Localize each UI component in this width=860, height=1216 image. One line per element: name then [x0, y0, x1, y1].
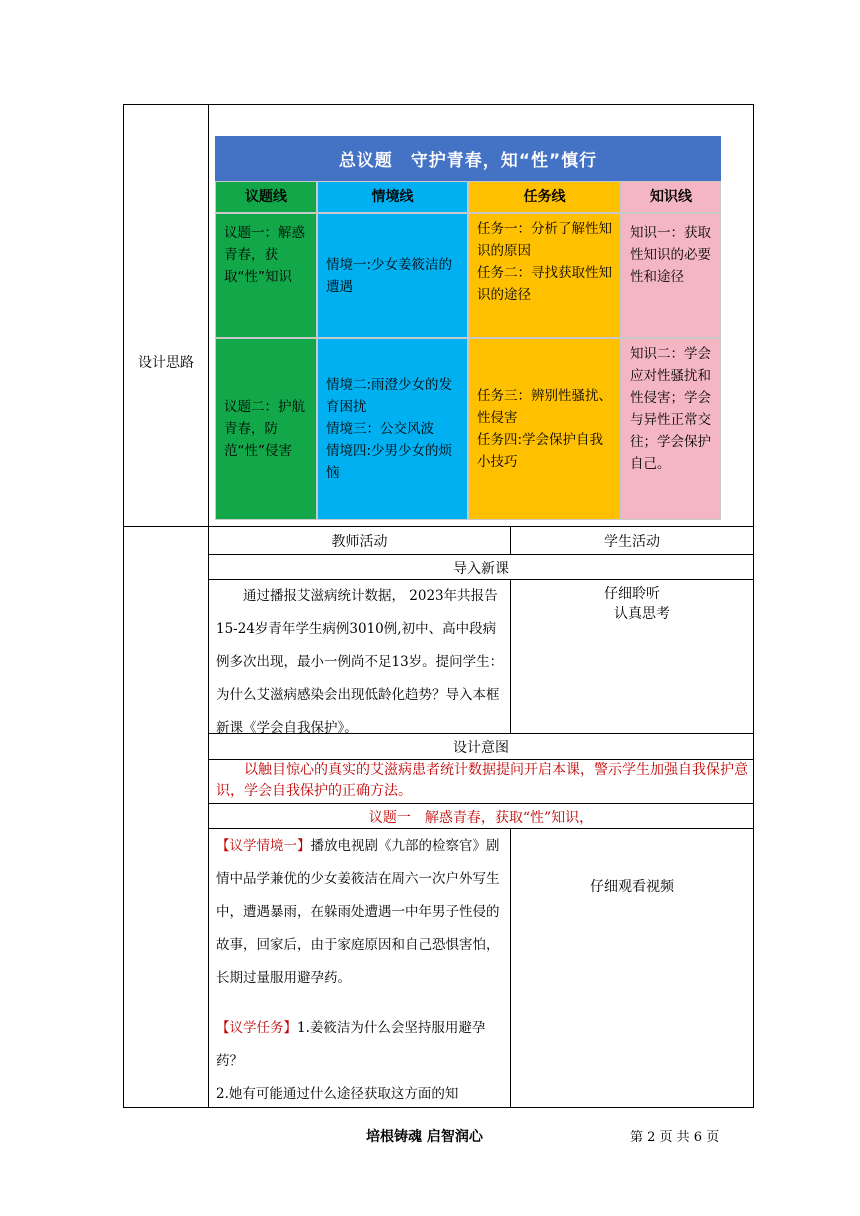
row1-topic: 议题一：解惑青春，获取“性”知识 [215, 213, 317, 338]
student-think: 认真思考 [614, 606, 670, 622]
task-4: 任务四:学会保护自我小技巧 [477, 432, 604, 470]
row1-knowledge: 知识一：获取性知识的必要性和途径 [621, 213, 721, 338]
row2-topic-text: 议题二：护航青春，防范“性”侵害 [224, 399, 305, 459]
row1-scene [317, 213, 468, 338]
intro-student [511, 584, 753, 624]
task-block [216, 1012, 506, 1111]
scene-3: 情境三：公交风波 [326, 421, 434, 437]
scene1-block [216, 830, 506, 995]
row1-tasks [468, 213, 621, 338]
task-tag: 【议学任务】 [216, 1020, 297, 1036]
task-2: 任务二：寻找获取性知识的途径 [477, 265, 612, 303]
footer-motto: 培根铸魂 启智润心 [366, 1129, 483, 1145]
header-knowledge-line: 知识线 [621, 181, 721, 213]
task-text-1: 1.姜筱洁为什么会坚持服用避孕药？ [216, 1020, 486, 1069]
scene-tag: 【议学情境一】 [216, 838, 311, 854]
teacher-activity-header: 教师活动 [331, 534, 388, 550]
intent-title: 设计意图 [453, 740, 509, 756]
intro-title: 导入新课 [453, 561, 509, 577]
topic1-title: 议题一 解惑青春，获取“性”知识， [368, 810, 594, 826]
student-activity-header: 学生活动 [604, 534, 660, 550]
task-3: 任务三：辨别性骚扰、性侵害 [477, 388, 612, 426]
scene-student: 仔细观看视频 [590, 879, 674, 895]
row1-scene-text: 情境一:少女姜筱洁的遭遇 [326, 256, 453, 295]
header-scene-line: 情境线 [317, 181, 468, 213]
row2-scenes [317, 338, 468, 520]
footer-page-info: 第 2 页 共 6 页 [630, 1130, 720, 1145]
student-listen: 仔细聆听 [604, 586, 660, 602]
scene-2: 情境二:雨澄少女的发育困扰 [326, 377, 453, 415]
row2-topic [215, 338, 317, 520]
overview-banner: 总议题 守护青春，知“性”慎行 [215, 136, 721, 181]
task-1: 任务一：分析了解性知识的原因 [477, 221, 612, 259]
header-topic-line: 议题线 [215, 181, 317, 213]
task-text-2: 2.她有可能通过什么途径获取这方面的知 [216, 1086, 459, 1102]
intent-text: 以触目惊心的真实的艾滋病患者统计数据提问开启本课，警示学生加强自我保护意识，学会自我保护的正确方法。 [216, 762, 748, 799]
scene-4: 情境四:少男少女的烦恼 [326, 443, 453, 481]
row2-tasks [468, 338, 621, 520]
scene-text: 播放电视剧《九部的检察官》剧情中品学兼优的少女姜筱洁在周六一次户外写生中，遭遇暴雨，在躲雨处遭遇一中年男子性侵的故事，回家后，由于家庭原因和自己恐惧害怕，长期过量服用避孕药。 [216, 838, 500, 986]
header-task-line: 任务线 [468, 181, 621, 213]
row2-knowledge: 知识二：学会应对性骚扰和性侵害；学会与异性正常交往；学会保护自己。 [621, 338, 721, 520]
design-label: 设计思路 [138, 355, 194, 371]
intro-text: 通过播报艾滋病统计数据， 2023年共报告15-24岁青年学生病例3010例,初中、高中段病例多次出现，最小一例尚不足13岁。提问学生：为什么艾滋病感染会出现低龄化趋势？导入本框新课《学会自我保护》。 [216, 588, 504, 736]
